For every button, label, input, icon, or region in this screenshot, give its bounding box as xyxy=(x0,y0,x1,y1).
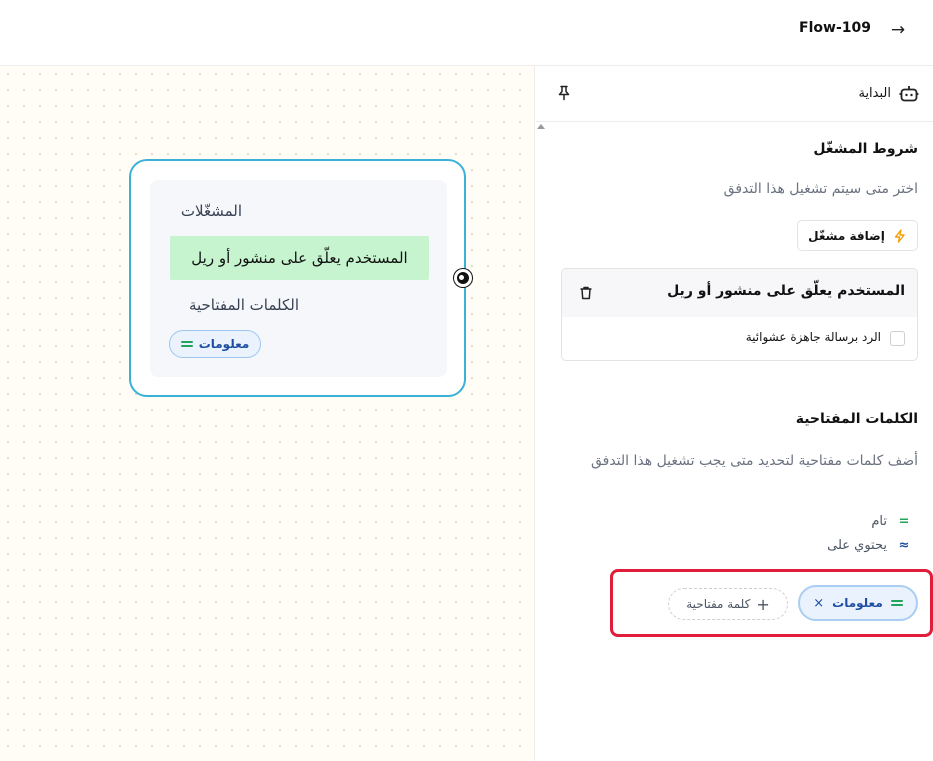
start-node[interactable] xyxy=(129,159,466,397)
add-keyword-label: كلمة مفتاحية xyxy=(686,597,751,611)
node-keyword-pill xyxy=(169,330,261,358)
top-bar xyxy=(0,0,933,66)
equals-icon: = xyxy=(898,514,910,529)
flow-title: Flow-109 xyxy=(799,20,871,36)
node-triggers-title: المشغّلات xyxy=(180,202,242,220)
panel-title: البداية xyxy=(858,86,891,101)
add-trigger-label: إضافة مشغّل xyxy=(808,228,885,243)
start-node-body xyxy=(150,180,447,377)
legend-exact-label: تام xyxy=(871,514,887,529)
plus-icon: + xyxy=(756,594,770,614)
equals-icon xyxy=(891,599,903,607)
keyword-chip-text: معلومات xyxy=(832,596,883,610)
legend-contains xyxy=(827,538,911,553)
close-icon[interactable]: × xyxy=(813,595,825,611)
approx-icon: ≈ xyxy=(898,538,910,553)
legend-exact xyxy=(871,514,911,529)
node-output-handle[interactable] xyxy=(454,269,472,287)
keyword-chip[interactable] xyxy=(798,585,918,621)
node-trigger-chip: المستخدم يعلّق على منشور أو ريل xyxy=(170,236,429,280)
trigger-card xyxy=(561,268,918,361)
add-keyword-button[interactable] xyxy=(668,588,788,620)
equals-icon xyxy=(181,340,193,348)
trash-icon[interactable] xyxy=(578,285,594,301)
trigger-conditions-title: شروط المشغّل xyxy=(813,141,918,157)
trigger-card-header xyxy=(562,269,917,317)
trigger-conditions-description: اختر متى سيتم تشغيل هذا التدفق xyxy=(723,181,918,197)
scrollbar-up-arrow[interactable] xyxy=(537,124,545,129)
properties-panel xyxy=(536,66,933,761)
lightning-icon xyxy=(893,229,907,243)
keywords-title: الكلمات المفتاحية xyxy=(795,411,918,427)
random-reply-checkbox[interactable] xyxy=(890,331,905,346)
random-reply-label: الرد برسالة جاهزة عشوائية xyxy=(745,330,881,344)
trigger-card-title: المستخدم يعلّق على منشور أو ريل xyxy=(667,283,905,299)
node-keyword-text: معلومات xyxy=(198,337,250,351)
keywords-description: أضف كلمات مفتاحية لتحديد متى يجب تشغيل هذا التدفق xyxy=(590,453,918,469)
arrow-right-icon[interactable]: → xyxy=(890,20,906,40)
legend-contains-label: يحتوي على xyxy=(827,538,887,553)
panel-header xyxy=(536,66,933,122)
bot-icon xyxy=(899,84,919,104)
pin-icon[interactable] xyxy=(556,85,572,101)
flow-canvas[interactable] xyxy=(0,66,535,761)
add-trigger-button[interactable] xyxy=(797,220,918,251)
node-keywords-title: الكلمات المفتاحية xyxy=(188,296,299,314)
